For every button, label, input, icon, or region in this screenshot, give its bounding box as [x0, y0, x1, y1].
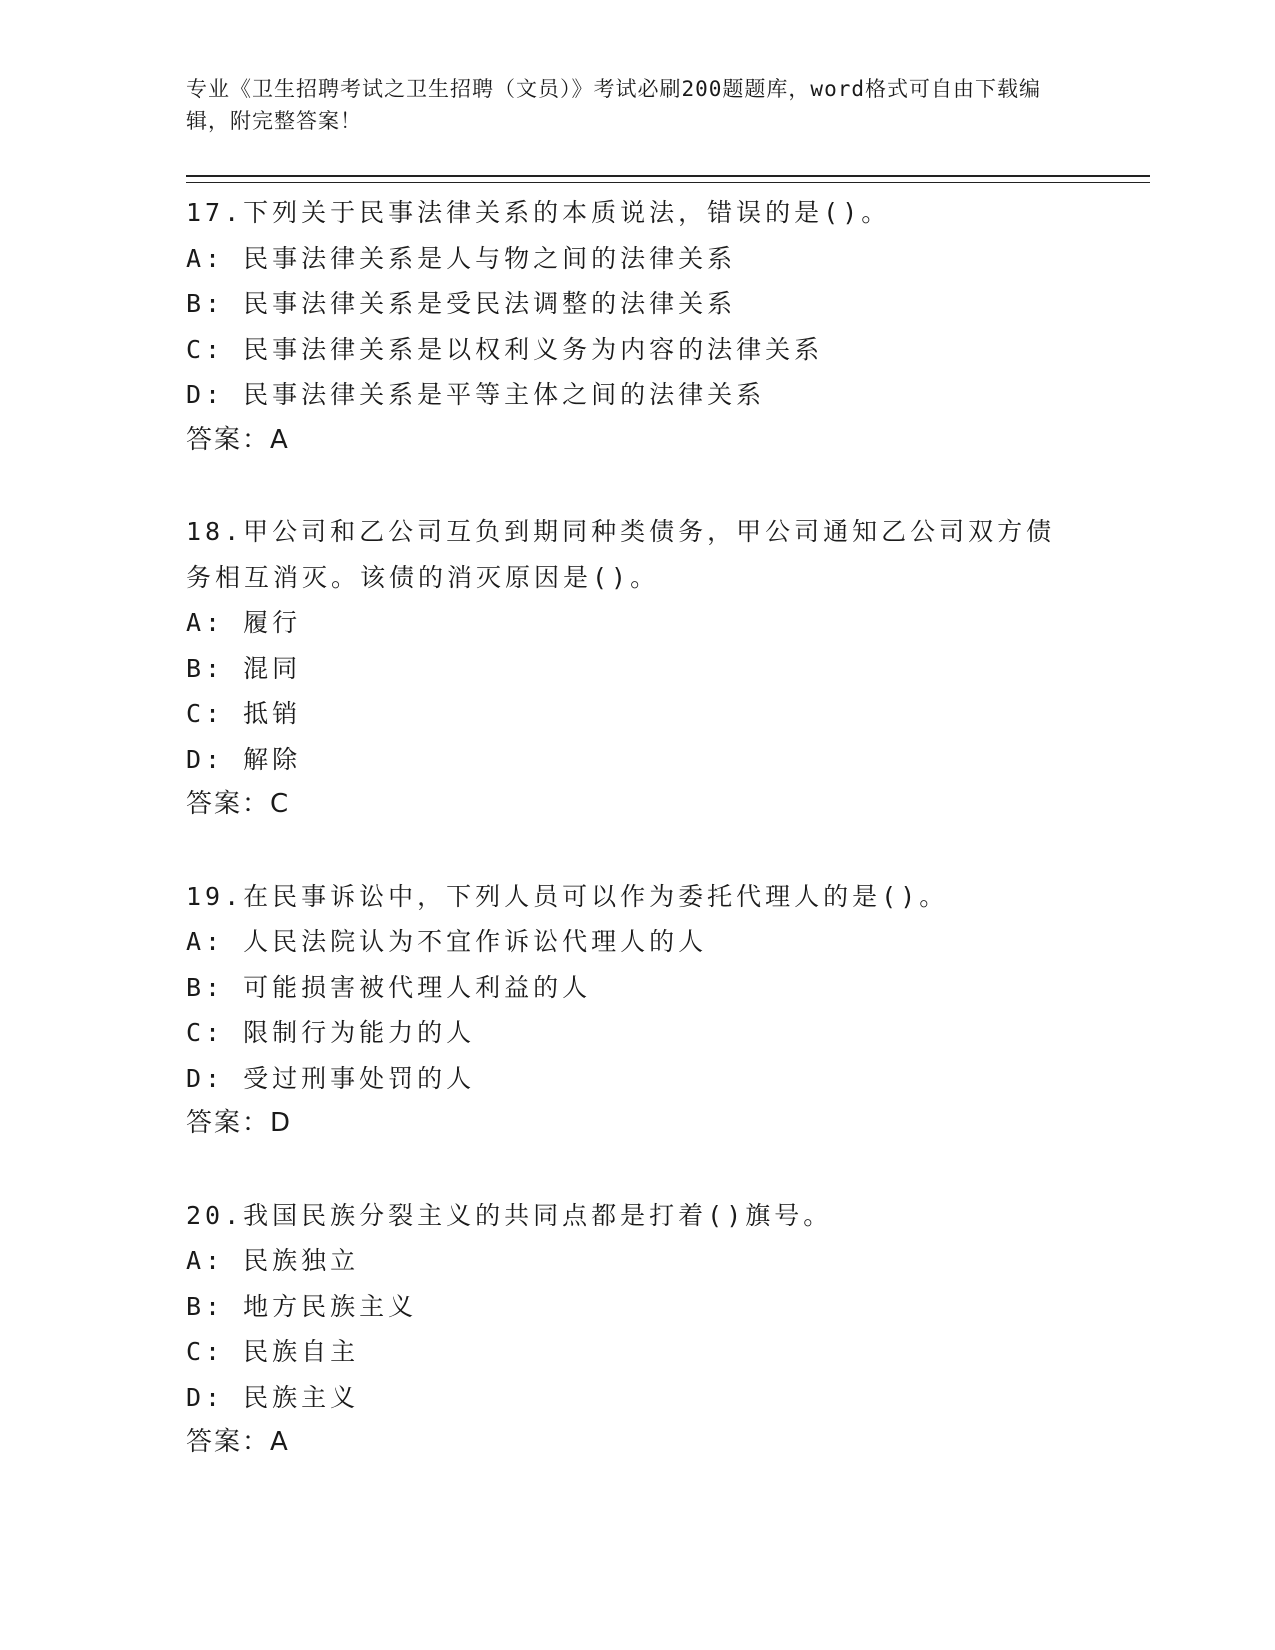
- option-b: B: 可能损害被代理人利益的人: [186, 972, 592, 1002]
- header-divider: [186, 175, 1150, 183]
- option-b: B: 混同: [186, 653, 302, 683]
- option-c: C: 民族自主: [186, 1337, 360, 1366]
- option-c: C: 限制行为能力的人: [186, 1018, 476, 1047]
- question-18: [186, 509, 1086, 828]
- question-20: [186, 1193, 1086, 1466]
- answer: 答案：A: [186, 1427, 290, 1457]
- option-a: A: 民事法律关系是人与物之间的法律关系: [186, 243, 737, 273]
- document-header: 专业《卫生招聘考试之卫生招聘（文员）》考试必刷200题题库，word格式可自由下载编辑，附完整答案！: [186, 77, 1041, 133]
- option-b: B: 地方民族主义: [186, 1291, 418, 1321]
- answer: 答案：A: [186, 424, 290, 455]
- option-d: D: 解除: [186, 744, 302, 774]
- question-stem: 17.下列关于民事法律关系的本质说法，错误的是()。: [186, 198, 891, 227]
- option-c: C: 抵销: [186, 699, 302, 728]
- option-d: D: 民族主义: [186, 1382, 360, 1412]
- option-d: D: 受过刑事处罚的人: [186, 1063, 476, 1093]
- question-17: [186, 190, 1086, 463]
- option-b: B: 民事法律关系是受民法调整的法律关系: [186, 289, 737, 318]
- option-a: A: 履行: [186, 608, 302, 637]
- question-stem: 19.在民事诉讼中，下列人员可以作为委托代理人的是()。: [186, 881, 949, 911]
- answer: 答案：D: [186, 1108, 293, 1138]
- option-a: A: 人民法院认为不宜作诉讼代理人的人: [186, 927, 708, 956]
- option-c: C: 民事法律关系是以权利义务为内容的法律关系: [186, 334, 824, 364]
- question-stem: 20.我国民族分裂主义的共同点都是打着()旗号。: [186, 1200, 833, 1230]
- option-d: D: 民事法律关系是平等主体之间的法律关系: [186, 380, 766, 409]
- option-a: A: 民族独立: [186, 1246, 360, 1275]
- question-list: [186, 190, 1086, 1512]
- question-stem: 18.甲公司和乙公司互负到期同种类债务，甲公司通知乙公司双方债务相互消灭。该债的消灭原因是()。: [186, 517, 1056, 592]
- question-19: [186, 874, 1086, 1147]
- answer: 答案：C: [186, 789, 291, 819]
